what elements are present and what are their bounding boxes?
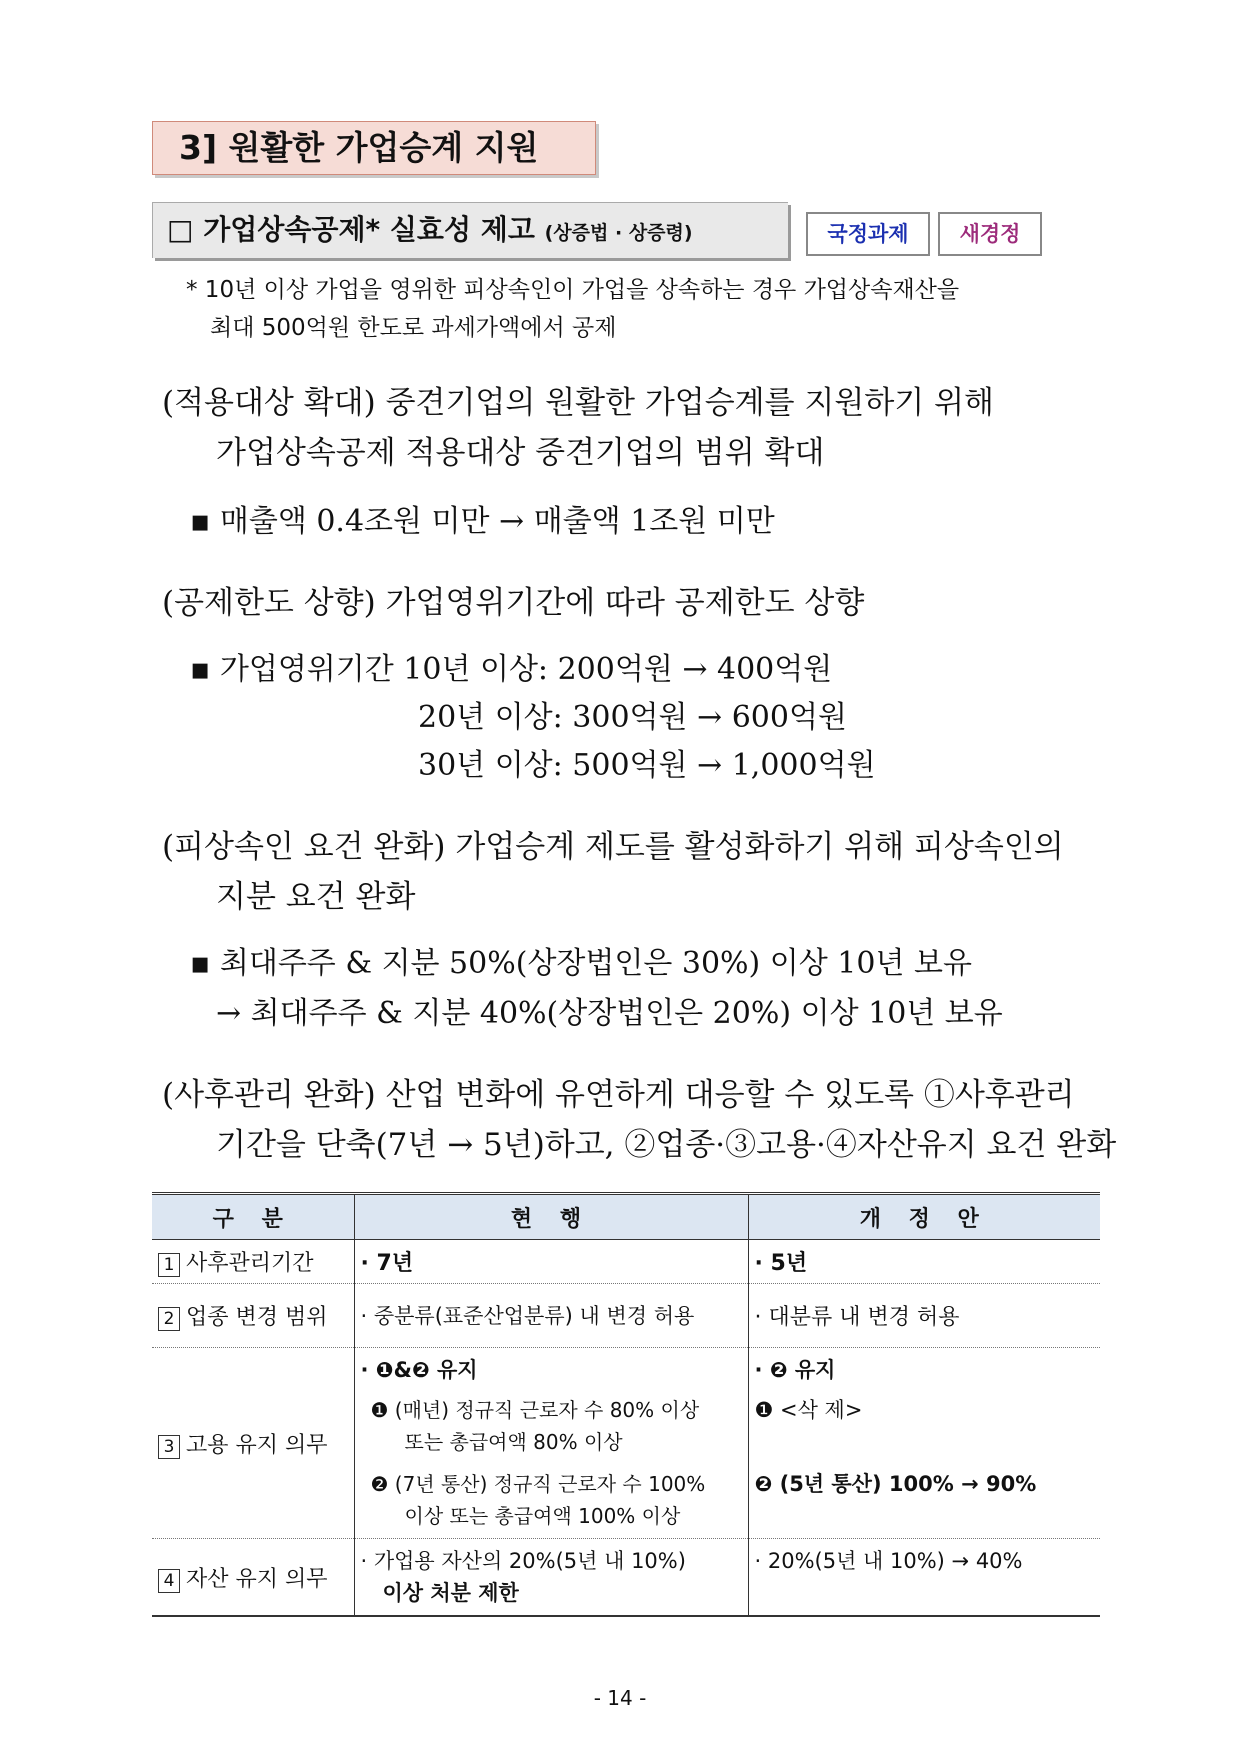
item-3-bullet-2: → 최대주주 & 지분 40%(상장법인은 20%) 이상 10년 보유 — [216, 996, 1003, 1031]
table-row — [152, 1284, 1100, 1348]
comparison-table — [152, 1192, 1100, 1617]
subsection-heading — [152, 202, 788, 258]
item-1-line-2: 가업상속공제 적용대상 중견기업의 범위 확대 — [216, 435, 825, 471]
footnote-line-1: * 10년 이상 가업을 영위한 피상속인이 가업을 상속하는 경우 가업상속재산을 — [186, 277, 960, 303]
row-label: 1 사후관리기간 — [152, 1240, 354, 1284]
heading-main: □ 가업상속공제* 실효성 제고 — [167, 213, 535, 246]
revised-cell: · 대분류 내 변경 허용 — [748, 1284, 1100, 1348]
header-revised: 개 정 안 — [748, 1194, 1100, 1240]
current-cell: · ❶&❷ 유지 ❶ (매년) 정규직 근로자 수 80% 이상 또는 총급여액 80% 이상 ❷ (7년 통산) 정규직 근로자 수 100% 이상 또는 총급여액 100% 이상 — [354, 1348, 748, 1539]
item-2-bullet-2: 20년 이상: 300억원 → 600억원 — [418, 700, 847, 735]
footnote-line-2: 최대 500억원 한도로 과세가액에서 공제 — [210, 315, 617, 341]
table-header-row — [152, 1194, 1100, 1240]
item-3-bullet-1: ▪ 최대주주 & 지분 50%(상장법인은 30%) 이상 10년 보유 — [190, 946, 972, 981]
item-3-line-2: 지분 요건 완화 — [216, 879, 416, 915]
current-cell: · 가업용 자산의 20%(5년 내 10%) 이상 처분 제한 — [354, 1539, 748, 1617]
row-label: 4 자산 유지 의무 — [152, 1539, 354, 1617]
item-4-line-2: 기간을 단축(7년 → 5년)하고, ②업종·③고용·④자산유지 요건 완화 — [216, 1127, 1117, 1163]
header-current: 현 행 — [354, 1194, 748, 1240]
item-3-line-1: (피상속인 요건 완화) 가업승계 제도를 활성화하기 위해 피상속인의 — [162, 829, 1064, 865]
current-cell: · 중분류(표준산업분류) 내 변경 허용 — [354, 1284, 748, 1348]
heading-sub: (상증법 · 상증령) — [544, 222, 693, 244]
table-row — [152, 1539, 1100, 1617]
item-1-line-1: (적용대상 확대) 중견기업의 원활한 가업승계를 지원하기 위해 — [162, 385, 994, 421]
page-number: - 14 - — [593, 1686, 647, 1710]
current-cell: · 7년 — [354, 1240, 748, 1284]
item-2-line-1: (공제한도 상향) 가업영위기간에 따라 공제한도 상향 — [162, 585, 865, 621]
revised-cell: · 20%(5년 내 10%) → 40% — [748, 1539, 1100, 1617]
tag-new-economy: 새경정 — [938, 212, 1042, 256]
table-row — [152, 1240, 1100, 1284]
header-category: 구 분 — [152, 1194, 354, 1240]
item-2-bullet-3: 30년 이상: 500억원 → 1,000억원 — [418, 748, 876, 783]
table-row — [152, 1348, 1100, 1539]
row-label: 3 고용 유지 의무 — [152, 1348, 354, 1539]
tag-national-task: 국정과제 — [806, 212, 930, 256]
item-4-line-1: (사후관리 완화) 산업 변화에 유연하게 대응할 수 있도록 ①사후관리 — [162, 1077, 1075, 1113]
row-label: 2 업종 변경 범위 — [152, 1284, 354, 1348]
item-1-bullet: ▪ 매출액 0.4조원 미만 → 매출액 1조원 미만 — [190, 504, 775, 539]
section-title: 3] 원활한 가업승계 지원 — [152, 121, 596, 175]
item-2-bullet-1: ▪ 가업영위기간 10년 이상: 200억원 → 400억원 — [190, 652, 833, 687]
revised-cell: · 5년 — [748, 1240, 1100, 1284]
revised-cell: · ❷ 유지 ❶ <삭 제> ❷ (5년 통산) 100% → 90% — [748, 1348, 1100, 1539]
